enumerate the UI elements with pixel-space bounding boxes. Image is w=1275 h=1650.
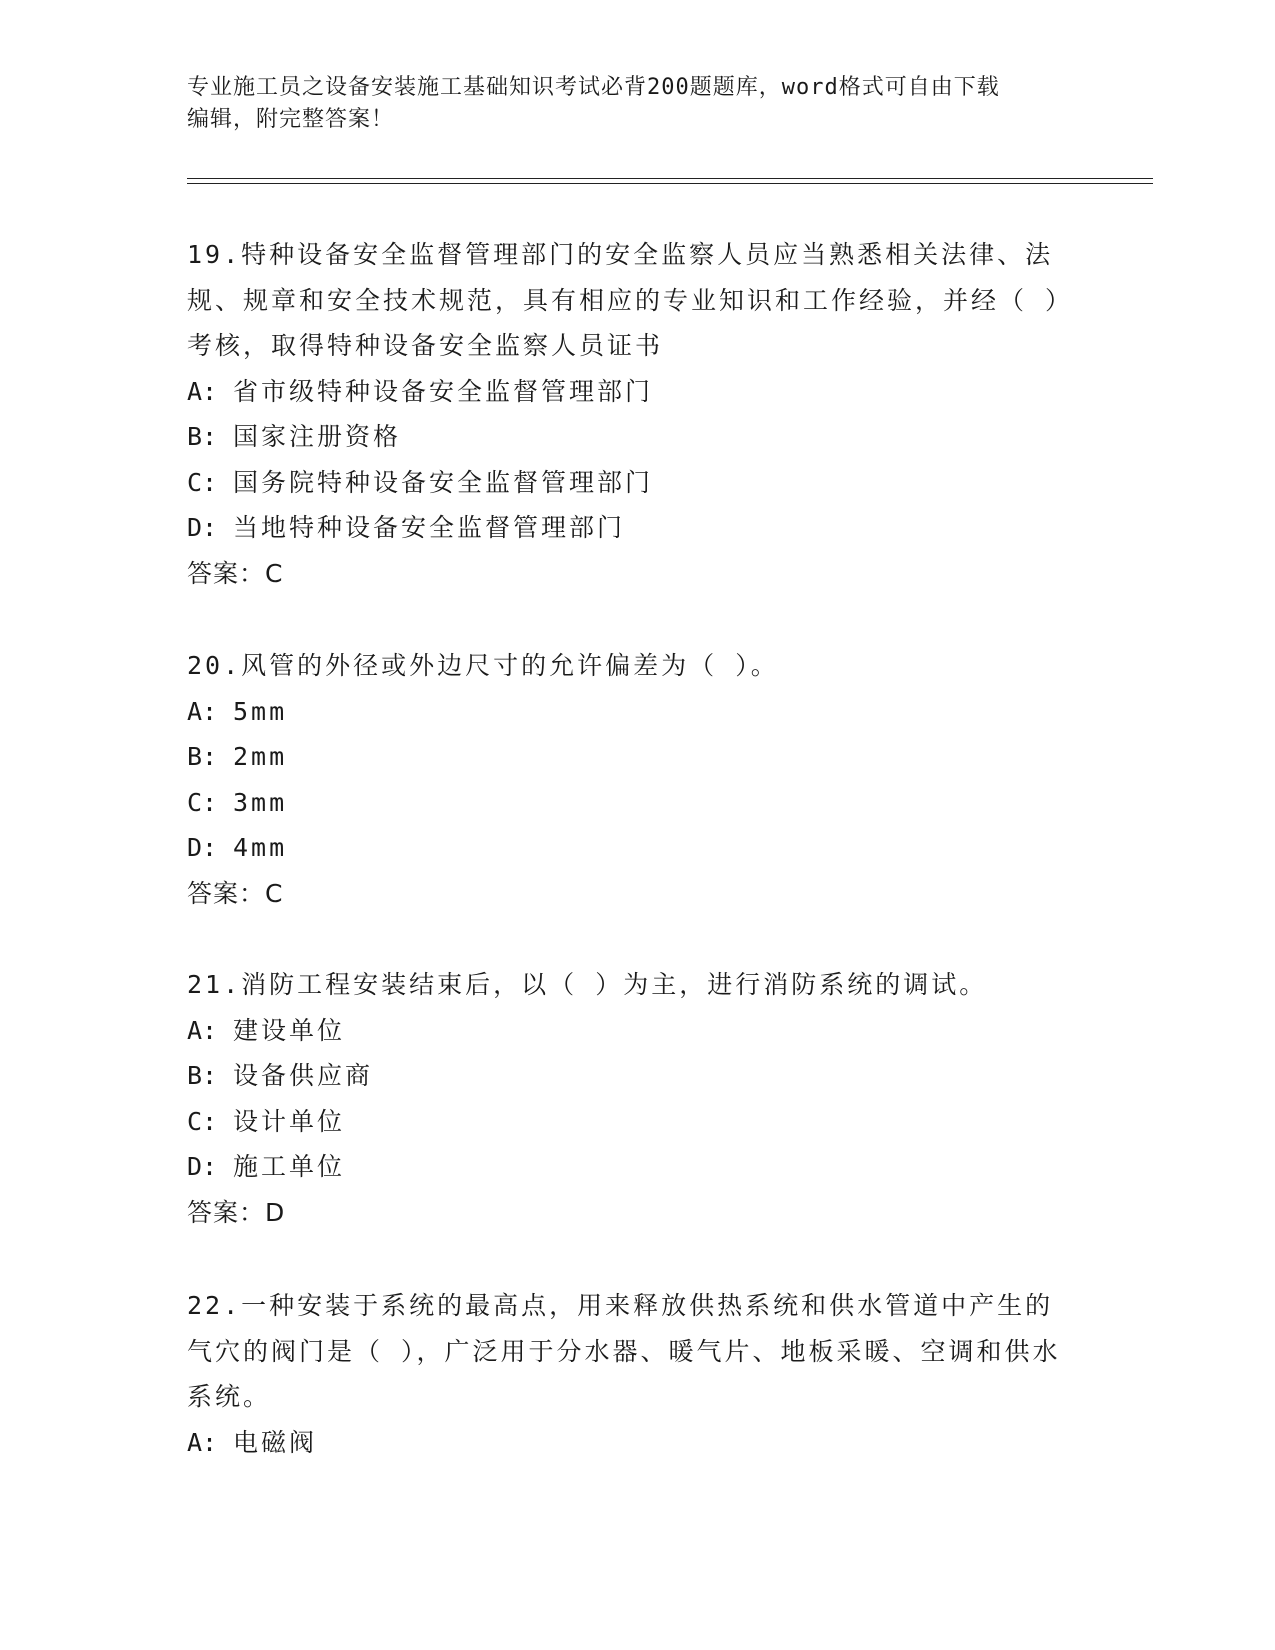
option-text: 4mm (233, 833, 288, 862)
question-text: 20.风管的外径或外边尺寸的允许偏差为（ ）。 (187, 651, 779, 680)
question-19 (187, 232, 1077, 596)
option-c (187, 780, 1077, 826)
answer-line: 答案：C (187, 878, 284, 908)
question-text: 22.一种安装于系统的最高点，用来释放供热系统和供水管道中产生的气穴的阀门是（ ），广泛用于分水器、暖气片、地板采暖、空调和供水系统。 (187, 1291, 1061, 1411)
option-letter: B: (187, 742, 218, 771)
header-divider-bottom (187, 183, 1153, 184)
option-letter: A: (187, 1015, 218, 1045)
option-text: 5mm (233, 696, 288, 726)
option-text: 设计单位 (233, 1106, 346, 1136)
option-letter: C: (187, 787, 218, 817)
option-a (187, 1008, 1077, 1054)
answer-line: 答案：D (187, 1197, 286, 1227)
option-text: 2mm (233, 742, 288, 771)
question-20 (187, 643, 1077, 916)
option-letter: A: (187, 696, 218, 726)
option-letter: D: (187, 833, 218, 862)
option-text: 国家注册资格 (233, 422, 402, 451)
option-text: 电磁阀 (233, 1427, 318, 1457)
question-21 (187, 962, 1077, 1235)
option-b (187, 1053, 1077, 1099)
option-text: 国务院特种设备安全监督管理部门 (233, 467, 654, 497)
header-line-1: 专业施工员之设备安装施工基础知识考试必背200题题库，word格式可自由下载 (187, 75, 1000, 100)
option-d (187, 825, 1077, 871)
document-header (187, 72, 1067, 136)
option-c (187, 460, 1077, 506)
option-a (187, 689, 1077, 735)
option-text: 建设单位 (233, 1015, 346, 1045)
option-text: 3mm (233, 787, 288, 817)
header-divider-top (187, 178, 1153, 179)
option-text: 设备供应商 (233, 1061, 374, 1090)
question-text: 19.特种设备安全监督管理部门的安全监察人员应当熟悉相关法律、法规、规章和安全技术规范，具有相应的专业知识和工作经验，并经（ ）考核，取得特种设备安全监察人员证书 (187, 240, 1074, 360)
option-letter: D: (187, 1152, 218, 1181)
answer-line: 答案：C (187, 558, 284, 588)
option-text: 省市级特种设备安全监督管理部门 (233, 376, 654, 406)
option-text: 施工单位 (233, 1152, 346, 1181)
option-letter: A: (187, 376, 218, 406)
option-a (187, 1420, 1077, 1466)
question-text: 21.消防工程安装结束后，以（ ）为主，进行消防系统的调试。 (187, 970, 988, 999)
option-b (187, 734, 1077, 780)
question-22 (187, 1283, 1077, 1465)
option-d (187, 1144, 1077, 1190)
option-letter: B: (187, 1061, 218, 1090)
option-letter: D: (187, 513, 218, 542)
option-letter: A: (187, 1427, 218, 1457)
option-a (187, 369, 1077, 415)
option-letter: B: (187, 422, 218, 451)
option-b (187, 414, 1077, 460)
option-letter: C: (187, 1106, 218, 1136)
header-line-2: 编辑，附完整答案！ (187, 107, 395, 132)
option-text: 当地特种设备安全监督管理部门 (233, 513, 626, 542)
option-letter: C: (187, 467, 218, 497)
option-c (187, 1099, 1077, 1145)
option-d (187, 505, 1077, 551)
